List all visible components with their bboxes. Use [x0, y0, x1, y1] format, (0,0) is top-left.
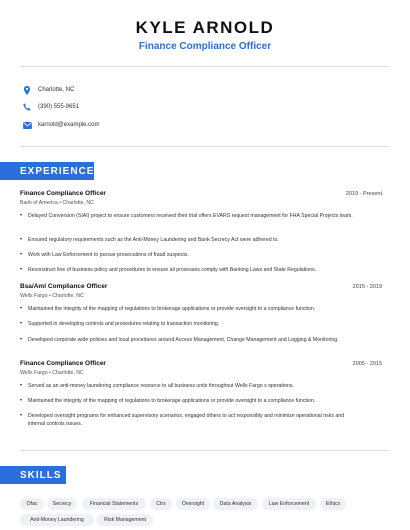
- phone-icon: [20, 100, 34, 114]
- list-item: • Ensured regulatory requirements such as the Anti-Money Laundering and Bank Secrecy Act were adhered to.: [20, 237, 279, 243]
- skill-tag: Data Analysis: [213, 498, 258, 510]
- skills-heading: SKILLS: [0, 466, 66, 484]
- location-pin-icon: [20, 83, 34, 97]
- job-dates: 2019 - Present: [345, 191, 382, 197]
- skill-tag: Ctrs: [150, 498, 172, 510]
- job-location: Charlotte, NC: [52, 370, 84, 376]
- job-title: Finance Compliance Officer: [20, 190, 106, 197]
- candidate-title: Finance Compliance Officer: [138, 41, 272, 52]
- divider: [20, 450, 390, 451]
- email-text[interactable]: karnold@example.com: [38, 122, 100, 128]
- job-title: Finance Compliance Officer: [20, 360, 106, 367]
- email-icon: [20, 118, 34, 132]
- list-item: • Developed oversight programs for enhanced supervisory scenarios, engaged others to act responsibly and minimize operational risks and internal controls issues.: [20, 413, 345, 427]
- list-item: • Delayed Conversion (SIAI) project to ensure customers received their trial offers EVARS request management for FHA Special Projects team.: [20, 213, 353, 219]
- job-dates: 2005 - 2015: [352, 361, 382, 367]
- candidate-name: KYLE ARNOLD: [135, 18, 275, 37]
- skill-tag: Anti-Money Laundering: [20, 514, 94, 526]
- job-company: Wells Fargo: [20, 370, 48, 376]
- divider: [20, 146, 390, 147]
- list-item: • Supported in developing controls and procedures relating to transaction monitoring.: [20, 321, 220, 327]
- divider: [20, 66, 390, 67]
- contact-email: [20, 118, 390, 132]
- list-item: • Maintained the integrity of the mapping of regulations to brokerage applications or provide oversight to a compliance function.: [20, 306, 316, 312]
- skill-tag: Ethics: [320, 498, 346, 510]
- list-item: • Work with Law Enforcement to pursue prosecutions of fraud suspects.: [20, 252, 189, 258]
- job-company-line: Wells Fargo • Charlotte, NC: [20, 293, 84, 299]
- job-dates: 2015 - 2019: [352, 284, 382, 290]
- phone-text[interactable]: (390) 555-9651: [38, 104, 80, 110]
- contact-location: [20, 83, 390, 97]
- job-title: Bsa/Aml Compliance Officer: [20, 283, 108, 290]
- list-item: • Served as an anti-money laundering compliance resource to all business units throughout Wells Fargo s operations.: [20, 383, 294, 389]
- list-item: • Developed corporate wide policies and local procedures around Access Management, Change Management and Logging & Monitoring.: [20, 337, 339, 343]
- skill-tag: Oversight: [176, 498, 210, 510]
- list-item: • Maintained the integrity of the mapping of regulations to brokerage applications or provide oversight to a compliance function.: [20, 398, 316, 404]
- location-text: Charlotte, NC: [38, 87, 75, 93]
- job-company-line: Bank of America • Charlotte, NC: [20, 200, 94, 206]
- skill-tag: Ofac: [20, 498, 44, 510]
- job-company: Wells Fargo: [20, 293, 48, 299]
- list-item: • Reconstruct line of business policy and procedures to ensure all processes comply with Banking Laws and State Regulations.: [20, 267, 317, 273]
- contact-phone: [20, 100, 390, 114]
- job-company: Bank of America: [20, 200, 58, 206]
- skill-tag: Secrecy: [47, 498, 77, 510]
- skill-tag: Risk Management: [97, 514, 153, 526]
- experience-heading: EXPERIENCE: [0, 162, 94, 180]
- job-location: Charlotte, NC: [52, 293, 84, 299]
- skill-tag: Financial Statements: [82, 498, 146, 510]
- skill-tag: Law Enforcement: [262, 498, 316, 510]
- job-company-line: Wells Fargo • Charlotte, NC: [20, 370, 84, 376]
- job-location: Charlotte, NC: [62, 200, 94, 206]
